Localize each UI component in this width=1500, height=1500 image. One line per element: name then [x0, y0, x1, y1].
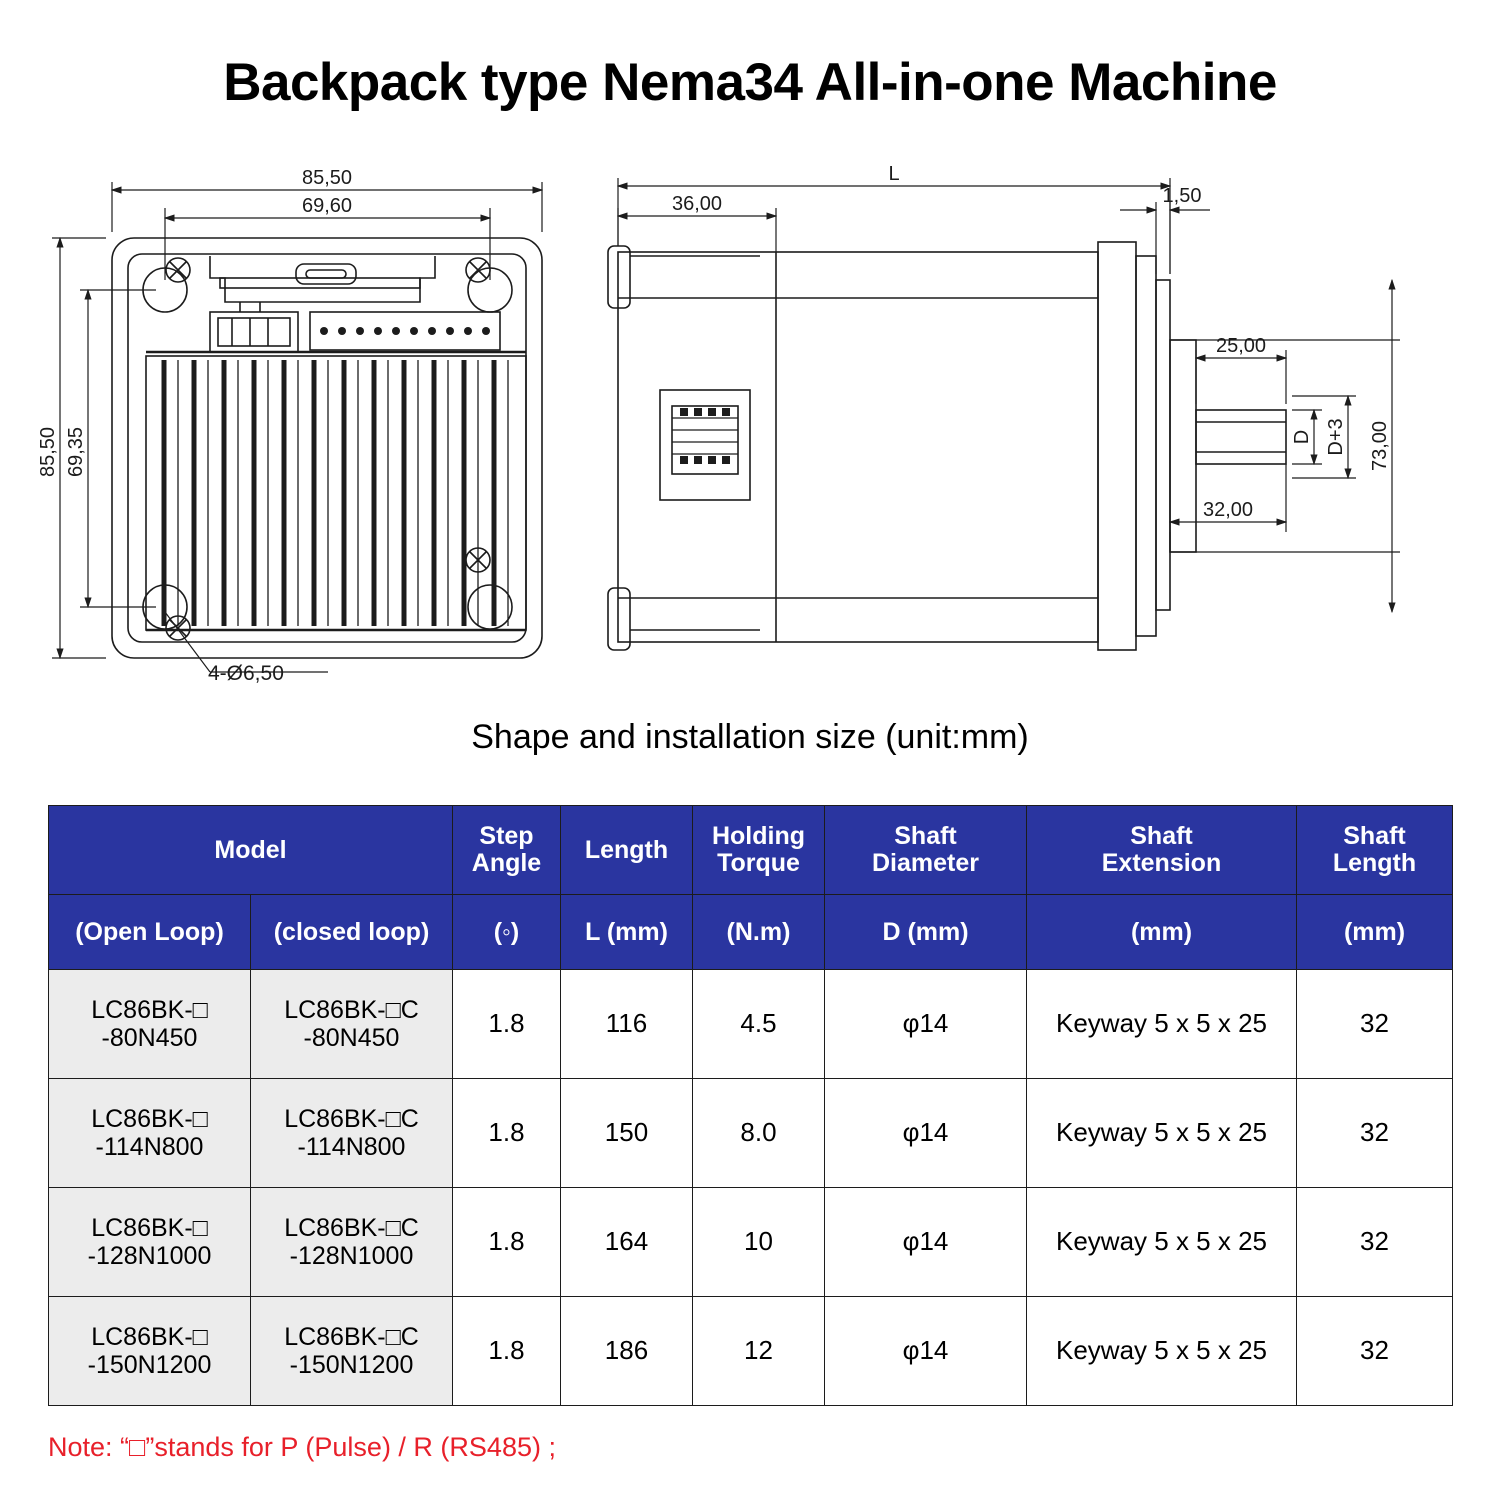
cell-open-loop [49, 970, 251, 1079]
cell-closed-loop [251, 1297, 453, 1406]
dim-flange-32: 32,00 [1202, 499, 1254, 521]
cell-open-loop-line2: -150N1200 [87, 1351, 212, 1379]
dim-front-height-inner: 69,35 [65, 426, 87, 478]
table-row [49, 970, 1453, 1079]
side-view-dimensions [618, 178, 1400, 612]
cell-open-loop [49, 1188, 251, 1297]
cell-open-loop-line2: -128N1000 [87, 1242, 212, 1270]
table-row [49, 1297, 1453, 1406]
spec-table-body [49, 970, 1453, 1406]
technical-drawing [37, 160, 1450, 705]
dim-shaft-length-25: 25,00 [1215, 335, 1267, 357]
cell-step-angle: 1.8 [453, 1297, 561, 1406]
th-length: Length [561, 806, 693, 895]
cell-holding-torque: 12 [693, 1297, 825, 1406]
th-shaft-length-line1: Shaft [1343, 822, 1406, 850]
table-row [49, 1079, 1453, 1188]
th-model: Model [49, 806, 453, 895]
dim-front-width-inner: 69,60 [301, 195, 353, 217]
cell-length: 164 [561, 1188, 693, 1297]
dim-shaft-dplus3: D+3 [1325, 418, 1347, 456]
th-extension-unit: (mm) [1027, 895, 1297, 970]
th-shaft-extension-line1: Shaft [1130, 822, 1193, 850]
cell-open-loop [49, 1079, 251, 1188]
cell-step-angle: 1.8 [453, 1188, 561, 1297]
th-shaft-diameter-line2: Diameter [872, 849, 979, 877]
cell-holding-torque: 4.5 [693, 970, 825, 1079]
dim-hole-note: 4-Ø6,50 [208, 662, 284, 685]
dim-body-height-73: 73,00 [1369, 420, 1391, 472]
th-step-angle-line1: Step [479, 822, 534, 850]
th-holding-torque-line1: Holding [711, 822, 806, 850]
dim-side-front-block: 36,00 [671, 193, 723, 215]
cell-holding-torque: 8.0 [693, 1079, 825, 1188]
cell-open-loop-line2: -80N450 [101, 1024, 198, 1052]
cell-step-angle: 1.8 [453, 970, 561, 1079]
th-open-loop: (Open Loop) [49, 895, 251, 970]
cell-closed-loop-line1: LC86BK-□C [284, 1323, 419, 1351]
table-header-row-1 [49, 806, 1453, 895]
cell-shaft-diameter: φ14 [825, 1297, 1027, 1406]
cell-shaft-length: 32 [1297, 1079, 1453, 1188]
th-diameter-unit: D (mm) [825, 895, 1027, 970]
th-shaft-length-line2: Length [1332, 849, 1417, 877]
spec-table-wrapper [48, 805, 1452, 1406]
th-shaft-diameter [825, 806, 1027, 895]
cell-length: 116 [561, 970, 693, 1079]
th-shaft-length-unit: (mm) [1297, 895, 1453, 970]
cell-shaft-extension: Keyway 5 x 5 x 25 [1027, 1188, 1297, 1297]
drawing-caption: Shape and installation size (unit:mm) [471, 718, 1029, 756]
th-length-unit: L (mm) [561, 895, 693, 970]
cell-open-loop-line2: -114N800 [95, 1133, 204, 1161]
cell-closed-loop [251, 1188, 453, 1297]
th-shaft-extension-line2: Extension [1101, 849, 1222, 877]
cell-open-loop-line1: LC86BK-□ [91, 1323, 208, 1351]
th-holding-torque-line2: Torque [717, 849, 800, 877]
th-shaft-extension [1027, 806, 1297, 895]
cell-closed-loop-line2: -128N1000 [289, 1242, 414, 1270]
cell-holding-torque: 10 [693, 1188, 825, 1297]
th-shaft-length [1297, 806, 1453, 895]
side-view-body [608, 242, 1286, 650]
cell-length: 186 [561, 1297, 693, 1406]
spec-table-head [49, 806, 1453, 970]
cell-closed-loop-line2: -114N800 [297, 1133, 406, 1161]
dim-shaft-d: D [1291, 429, 1313, 445]
th-step-angle-unit: (◦) [453, 895, 561, 970]
dim-front-width-outer: 85,50 [301, 167, 353, 189]
th-holding-torque [693, 806, 825, 895]
cell-step-angle: 1.8 [453, 1079, 561, 1188]
cell-shaft-diameter: φ14 [825, 1079, 1027, 1188]
dim-side-rear-plate: 1,50 [1162, 185, 1202, 207]
table-header-row-2 [49, 895, 1453, 970]
cell-shaft-extension: Keyway 5 x 5 x 25 [1027, 970, 1297, 1079]
cell-shaft-diameter: φ14 [825, 1188, 1027, 1297]
cell-shaft-length: 32 [1297, 1297, 1453, 1406]
cell-shaft-diameter: φ14 [825, 970, 1027, 1079]
th-step-angle [453, 806, 561, 895]
th-shaft-diameter-line1: Shaft [894, 822, 957, 850]
cell-open-loop [49, 1297, 251, 1406]
cell-shaft-extension: Keyway 5 x 5 x 25 [1027, 1079, 1297, 1188]
cell-closed-loop-line2: -80N450 [303, 1024, 400, 1052]
front-view-dimensions [52, 182, 542, 672]
front-view-body [112, 238, 542, 658]
dim-side-length: L [888, 163, 900, 185]
th-closed-loop: (closed loop) [251, 895, 453, 970]
cell-open-loop-line1: LC86BK-□ [91, 996, 208, 1024]
th-torque-unit: (N.m) [693, 895, 825, 970]
cell-length: 150 [561, 1079, 693, 1188]
cell-closed-loop [251, 1079, 453, 1188]
cell-closed-loop-line2: -150N1200 [289, 1351, 414, 1379]
cell-closed-loop-line1: LC86BK-□C [284, 1214, 419, 1242]
cell-closed-loop-line1: LC86BK-□C [284, 996, 419, 1024]
table-row [49, 1188, 1453, 1297]
cell-open-loop-line1: LC86BK-□ [91, 1214, 208, 1242]
th-step-angle-line2: Angle [471, 849, 542, 877]
cell-closed-loop-line1: LC86BK-□C [284, 1105, 419, 1133]
page-title: Backpack type Nema34 All-in-one Machine [223, 53, 1277, 112]
cell-open-loop-line1: LC86BK-□ [91, 1105, 208, 1133]
dim-front-height-outer: 85,50 [37, 426, 59, 478]
cell-shaft-extension: Keyway 5 x 5 x 25 [1027, 1297, 1297, 1406]
footnote: Note: “□”stands for P (Pulse) / R (RS485) ; [48, 1432, 556, 1462]
spec-table [48, 805, 1453, 1406]
cell-closed-loop [251, 970, 453, 1079]
cell-shaft-length: 32 [1297, 1188, 1453, 1297]
cell-shaft-length: 32 [1297, 970, 1453, 1079]
drawing-svg [37, 160, 1450, 705]
